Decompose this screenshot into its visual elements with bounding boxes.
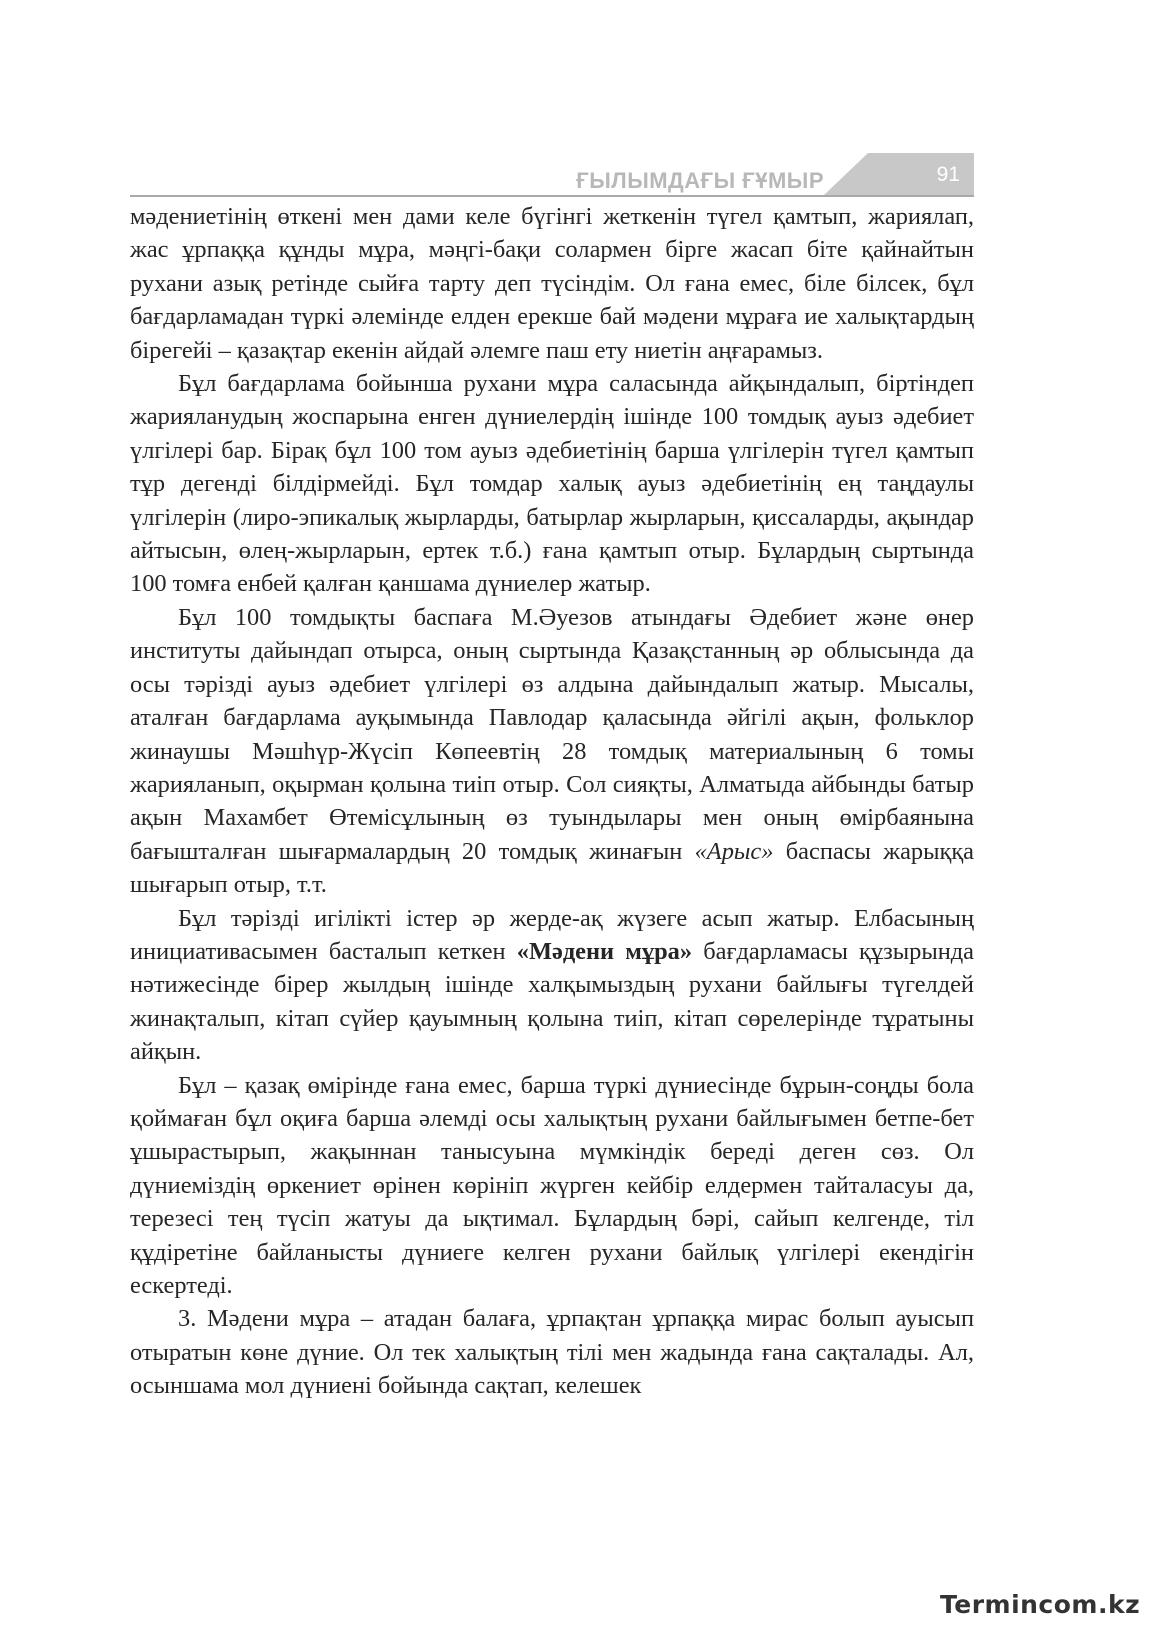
paragraph-text: бағдарламасы құзырында нәтижесінде бірер жылдың ішінде халқымыздың рухани байлығы түгелдей жинақталып, кітап сүйер қауымның қолына тиіп, кітап сөрелерінде тұратыны айқын. [130, 937, 974, 1066]
paragraph: Бұл – қазақ өмірінде ғана емес, барша түркі дүниесінде бұрын-соңды бола қоймаған бұл оқиға барша әлемді осы халықтың рухани байлығымен бетпе-бет ұшырастырып, жақыннан танысуына мүмкіндік береді деген сөз. Ол дүниеміздің өркениет өрінен көрініп жүрген кейбір елдермен тайталасуы да, терезесі тең түсіп жатуы да ықтимал. Бұлардың бәрі, сайып келгенде, тіл құдіретіне байланысты дүниеге келген рухани байлық үлгілері екендігін ескертеді. [130, 1071, 974, 1299]
running-header [130, 143, 974, 197]
paragraph: Бұл бағдарлама бойынша рухани мұра саласында айқындалып, біртіндеп жарияланудың жоспарына енген дүниелердің ішінде 100 томдық ауыз әдебиет үлгілері бар. Бірақ бұл 100 том ауыз әдебиетінің барша үлгілерін түгел қамтып тұр дегенді білдірмейді. Бұл томдар халық ауыз әдебиетінің ең таңдаулы үлгілерін (лиро-эпикалық жырларды, батырлар жырларын, қиссаларды, ақындар айтысын, өлең-жырларын, ертек т.б.) ғана қамтып отыр. Бұлардың сыртында 100 томға енбей қалған қаншама дүниелер жатыр. [130, 370, 974, 598]
paragraph: 3. Мәдени мұра – атадан балаға, ұрпақтан ұрпаққа мирас болып ауысып отыратын көне дүние. Ол тек халықтың тілі мен жадында ғана сақталады. Ал, осыншама мол дүниені бойында сақтап, келешек [130, 1305, 974, 1400]
watermark-text: Termincom.kz [940, 1590, 1141, 1619]
header-divider [130, 195, 974, 197]
page-number: 91 [936, 163, 960, 186]
paragraph-text: Бұл тәрізді игілікті істер әр жерде-ақ жүзеге асып жатыр. Елбасының инициативасымен басталып кеткен [130, 904, 974, 965]
watermark-logo [940, 1590, 1140, 1626]
body-text [130, 200, 974, 1403]
running-header-title: ҒЫЛЫМДАҒЫ ҒҰМЫР [576, 168, 824, 193]
program-name: «Мәдени мұра» [516, 937, 693, 965]
paragraph-text: баспасы жарыққа шығарып отыр, т.т. [130, 837, 974, 899]
paragraph [130, 902, 974, 1069]
publisher-name: «Арыс» [694, 837, 774, 865]
paragraph-text: Бұл 100 томдықты баспаға М.Әуезов атындағы Әдебиет және өнер институты дайындап отырса, оның сыртында Қазақстанның әр облысында да осы тәрізді ауыз әдебиет үлгілері өз алдына дайындалып жатыр. Мысалы, аталған бағдарлама ауқымында Павлодар қаласында әйгілі ақын, фольклор жинаушы Мәшһүр-Жүсіп Көпеевтің 28 томдық материалының 6 томы жарияланып, оқырман қолына тиіп отыр. Сол сияқты, Алматыда айбынды батыр ақын Махамбет Өтемісұлының өз туындылары мен оның өмірбаянына бағышталған шығармалардың 20 томдық жинағын [130, 603, 974, 865]
paragraph: мәдениетінің өткені мен дами келе бүгінгі жеткенін түгел қамтып, жариялап, жас ұрпаққа құнды мұра, мәңгі-бақи солармен бірге жасап біте қайнайтын рухани азық ретінде сыйға тарту деп түсіндім. Ол ғана емес, біле білсек, бұл бағдарламадан түркі әлемінде елден ерекше бай мәдени мұраға ие халықтардың бірегейі – қазақтар екенін айдай әлемге паш ету ниетін аңғарамыз. [130, 203, 974, 364]
paragraph [130, 601, 974, 902]
